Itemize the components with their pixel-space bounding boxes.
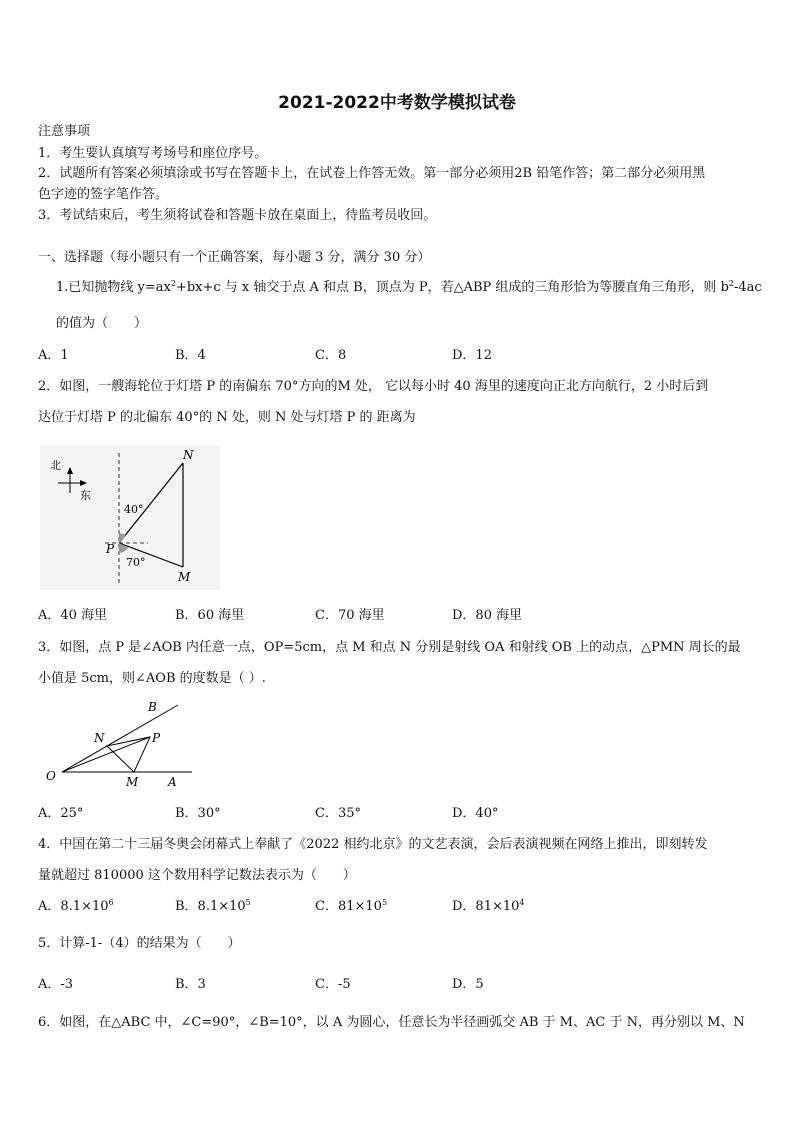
notice-item-1: 1．考生要认真填写考场号和座位序号。: [38, 146, 268, 161]
q4-option-d-exp: 4: [519, 898, 525, 907]
q4-option-c[interactable]: [315, 895, 387, 914]
angle-40-label: 40°: [124, 503, 144, 516]
q4-option-b[interactable]: [175, 895, 251, 914]
point-m-label: M: [178, 570, 191, 584]
q4-option-b-exp: 5: [245, 898, 251, 907]
q4-option-a[interactable]: [38, 895, 114, 914]
q1-option-a[interactable]: A．1: [38, 348, 69, 363]
angle-70-label: 70°: [126, 556, 146, 569]
q3-stem-1: 3．如图，点 P 是∠AOB 内任意一点，OP=5cm，点 M 和点 N 分别是射线 OA 和射线 OB 上的动点，△PMN 周长的最: [38, 640, 741, 655]
q1-stem-2: 的值为（ ）: [56, 316, 148, 331]
q5-option-c[interactable]: C．-5: [315, 977, 351, 992]
q3-stem-2: 小值是 5cm，则∠AOB 的度数是（ ）.: [38, 671, 266, 686]
east-label: 东: [80, 489, 91, 502]
q2-stem-2: 达位于灯塔 P 的北偏东 40°的 N 处，则 N 处与灯塔 P 的 距离为: [38, 410, 416, 425]
north-label: 北: [50, 459, 61, 472]
q3-option-a[interactable]: A．25°: [38, 806, 84, 821]
q4-option-c-exp: 5: [381, 898, 388, 907]
q4-stem-1: 4．中国在第二十三届冬奥会闭幕式上奉献了《2022 相约北京》的文艺表演，会后表演视频在网络上推出，即刻转发: [38, 837, 708, 852]
point-a-label: A: [168, 775, 177, 789]
q1-stem-c: -4ac: [734, 280, 762, 295]
q1-sup2: 2: [728, 279, 734, 288]
point-p-label: P: [106, 542, 115, 556]
point-p-label-q3: P: [152, 731, 161, 745]
q1-stem-a: 1.已知抛物线 y=ax: [56, 280, 171, 295]
point-m-label-q3: M: [126, 775, 139, 789]
q4-option-b-base: B．8.1×10: [175, 899, 246, 914]
q3-option-b[interactable]: B．30°: [175, 806, 221, 821]
ray-ob: [62, 705, 178, 772]
notice-heading: 注意事项: [38, 124, 91, 139]
q1-option-d[interactable]: D．12: [452, 348, 492, 363]
q4-option-c-base: C．81×10: [315, 899, 382, 914]
q2-figure: [40, 445, 220, 590]
q5-option-a[interactable]: A．-3: [38, 977, 74, 992]
q5-stem: 5．计算-1-（4）的结果为（ ）: [38, 936, 241, 951]
q1-sup1: 2: [170, 279, 176, 288]
q2-option-d[interactable]: D．80 海里: [452, 608, 523, 623]
q4-option-a-base: A．8.1×10: [38, 899, 109, 914]
point-n-label: N: [183, 448, 194, 462]
q4-option-d[interactable]: [452, 895, 525, 914]
notice-item-2: 2．试题所有答案必须填涂或书写在答题卡上，在试卷上作答无效。第一部分必须用2B 铅笔作答；第二部分必须用黑: [38, 166, 706, 181]
q1-option-c[interactable]: C．8: [315, 348, 347, 363]
q3-option-c[interactable]: C．35°: [315, 806, 361, 821]
q2-option-a[interactable]: A．40 海里: [38, 608, 108, 623]
q3-figure: [40, 695, 200, 793]
q2-stem-1: 2．如图，一艘海轮位于灯塔 P 的南偏东 70°方向的M 处， 它以每小时 40 海里的速度向正北方向航行，2 小时后到: [38, 379, 709, 394]
page-title: 2021-2022中考数学模拟试卷: [278, 93, 516, 113]
q1-stem: [56, 276, 762, 295]
q1-option-b[interactable]: B．4: [175, 348, 206, 363]
q2-option-c[interactable]: C．70 海里: [315, 608, 385, 623]
q6-stem: 6．如图，在△ABC 中，∠C=90°，∠B=10°，以 A 为圆心，任意长为半径画弧交 AB 于 M、AC 于 N，再分别以 M、N: [38, 1015, 745, 1030]
q4-option-d-base: D．81×10: [452, 899, 520, 914]
point-b-label: B: [148, 700, 157, 714]
notice-item-3: 3．考试结束后，考生须将试卷和答题卡放在桌面上，待监考员收回。: [38, 208, 437, 223]
q4-option-a-exp: 6: [108, 898, 114, 907]
q4-stem-2: 量就超过 810000 这个数用科学记数法表示为（ ）: [38, 868, 356, 883]
point-o-label: O: [46, 769, 56, 783]
q3-option-d[interactable]: D．40°: [452, 806, 499, 821]
q5-option-b[interactable]: B．3: [175, 977, 206, 992]
point-n-label-q3: N: [94, 731, 105, 745]
notice-item-2-cont: 色字迹的签字笔作答。: [38, 187, 169, 202]
q1-stem-b: +bx+c 与 x 轴交于点 A 和点 B，顶点为 P，若△ABP 组成的三角形恰为等腰直角三角形，则 b: [175, 280, 729, 295]
q2-option-b[interactable]: B．60 海里: [175, 608, 245, 623]
section-heading: 一、选择题（每小题只有一个正确答案，每小题 3 分，满分 30 分）: [38, 250, 431, 265]
q5-option-d[interactable]: D．5: [452, 977, 484, 992]
